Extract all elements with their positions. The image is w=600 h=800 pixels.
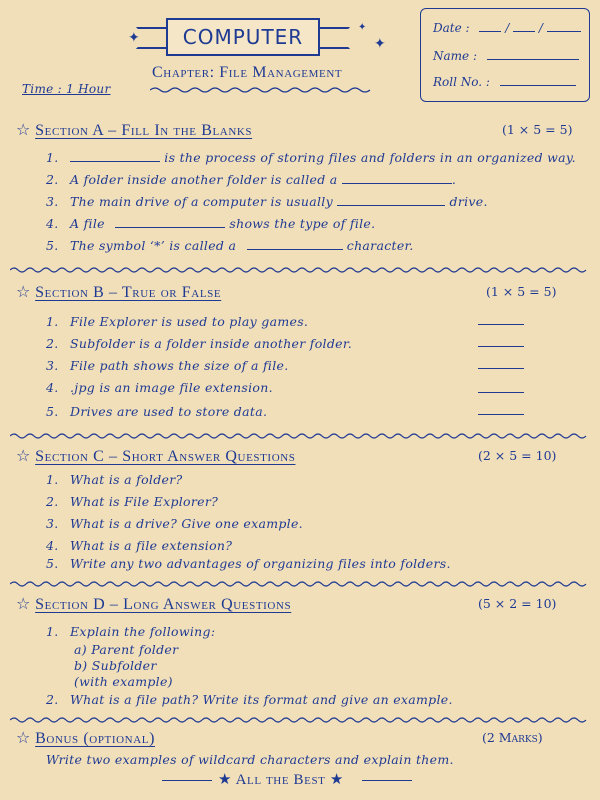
answer-blank[interactable]: [478, 324, 524, 325]
question-b4: 4. .jpg is an image file extension.: [46, 380, 273, 395]
answer-blank[interactable]: [478, 368, 524, 369]
question-a4: 4. A file shows the type of file.: [46, 216, 376, 231]
question-b3: 3. File path shows the size of a file.: [46, 358, 289, 373]
section-b-marks: (1 × 5 = 5): [486, 284, 557, 299]
question-a1: 1. is the process of storing files and folders in an organized way.: [46, 150, 576, 165]
sparkle-icon: ✦: [358, 22, 367, 33]
footer-rule-left: [162, 780, 212, 781]
sparkle-icon: ✦: [128, 30, 140, 46]
sparkle-icon: ✦: [374, 36, 386, 52]
section-b-heading: ☆ Section B – True or False: [16, 282, 222, 301]
section-d-heading: ☆ Section D – Long Answer Questions: [16, 594, 292, 613]
date-label: Date :: [433, 21, 470, 35]
answer-blank[interactable]: [342, 182, 452, 184]
roll-number-field[interactable]: [433, 75, 576, 89]
section-c-marks: (2 × 5 = 10): [478, 448, 557, 463]
question-c2: 2. What is File Explorer?: [46, 494, 219, 509]
question-b2: 2. Subfolder is a folder inside another folder.: [46, 336, 353, 351]
bonus-marks: (2 Marks): [482, 730, 543, 745]
section-a-marks: (1 × 5 = 5): [502, 122, 573, 137]
date-field[interactable]: Date : / /: [433, 21, 581, 35]
question-d1-part-b: b) Subfolder: [74, 658, 157, 673]
star-outline-icon: ☆: [16, 446, 31, 465]
chapter-underline: [150, 86, 372, 94]
question-d2: 2. What is a file path? Write its format and give an example.: [46, 692, 453, 707]
question-c5: 5. Write any two advantages of organizing files into folders.: [46, 556, 451, 571]
question-d1: 1. Explain the following:: [46, 624, 216, 639]
footer-message: ★ All the Best ★: [218, 772, 344, 788]
footer-rule-right: [362, 780, 412, 781]
answer-blank[interactable]: [478, 392, 524, 393]
section-divider: [10, 432, 588, 440]
question-a2: 2. A folder inside another folder is called a .: [46, 172, 457, 187]
question-d1-note: (with example): [74, 674, 173, 689]
answer-blank[interactable]: [478, 346, 524, 347]
question-a5: 5. The symbol ‘*’ is called a character.: [46, 238, 414, 253]
question-c3: 3. What is a drive? Give one example.: [46, 516, 303, 531]
answer-blank[interactable]: [478, 414, 524, 415]
star-outline-icon: ☆: [16, 728, 31, 747]
bonus-question: Write two examples of wildcard characters and explain them.: [46, 752, 454, 767]
star-outline-icon: ☆: [16, 282, 31, 301]
bonus-heading: ☆ Bonus (optional): [16, 728, 155, 747]
question-b1: 1. File Explorer is used to play games.: [46, 314, 309, 329]
name-field[interactable]: [433, 49, 579, 63]
answer-blank[interactable]: [337, 204, 445, 206]
section-a-heading: ☆ Section A – Fill In the Blanks: [16, 120, 253, 139]
section-d-marks: (5 × 2 = 10): [478, 596, 557, 611]
title-banner: [166, 18, 320, 56]
student-info-box: [420, 8, 590, 102]
chapter-heading: Chapter: File Management: [152, 64, 343, 81]
question-d1-part-a: a) Parent folder: [74, 642, 179, 657]
section-divider: [10, 716, 588, 724]
name-label: Name :: [433, 49, 477, 63]
answer-blank[interactable]: [115, 226, 225, 228]
question-a3: 3. The main drive of a computer is usually drive.: [46, 194, 488, 209]
answer-blank[interactable]: [247, 248, 343, 250]
question-c4: 4. What is a file extension?: [46, 538, 233, 553]
answer-blank[interactable]: [70, 160, 160, 162]
star-outline-icon: ☆: [16, 594, 31, 613]
time-label: Time : 1 Hour: [22, 82, 111, 96]
roll-label: Roll No. :: [433, 75, 490, 89]
section-divider: [10, 266, 588, 274]
section-c-heading: ☆ Section C – Short Answer Questions: [16, 446, 296, 465]
section-divider: [10, 580, 588, 588]
question-c1: 1. What is a folder?: [46, 472, 183, 487]
page-title: COMPUTER: [182, 25, 304, 49]
question-b5: 5. Drives are used to store data.: [46, 404, 268, 419]
star-outline-icon: ☆: [16, 120, 31, 139]
